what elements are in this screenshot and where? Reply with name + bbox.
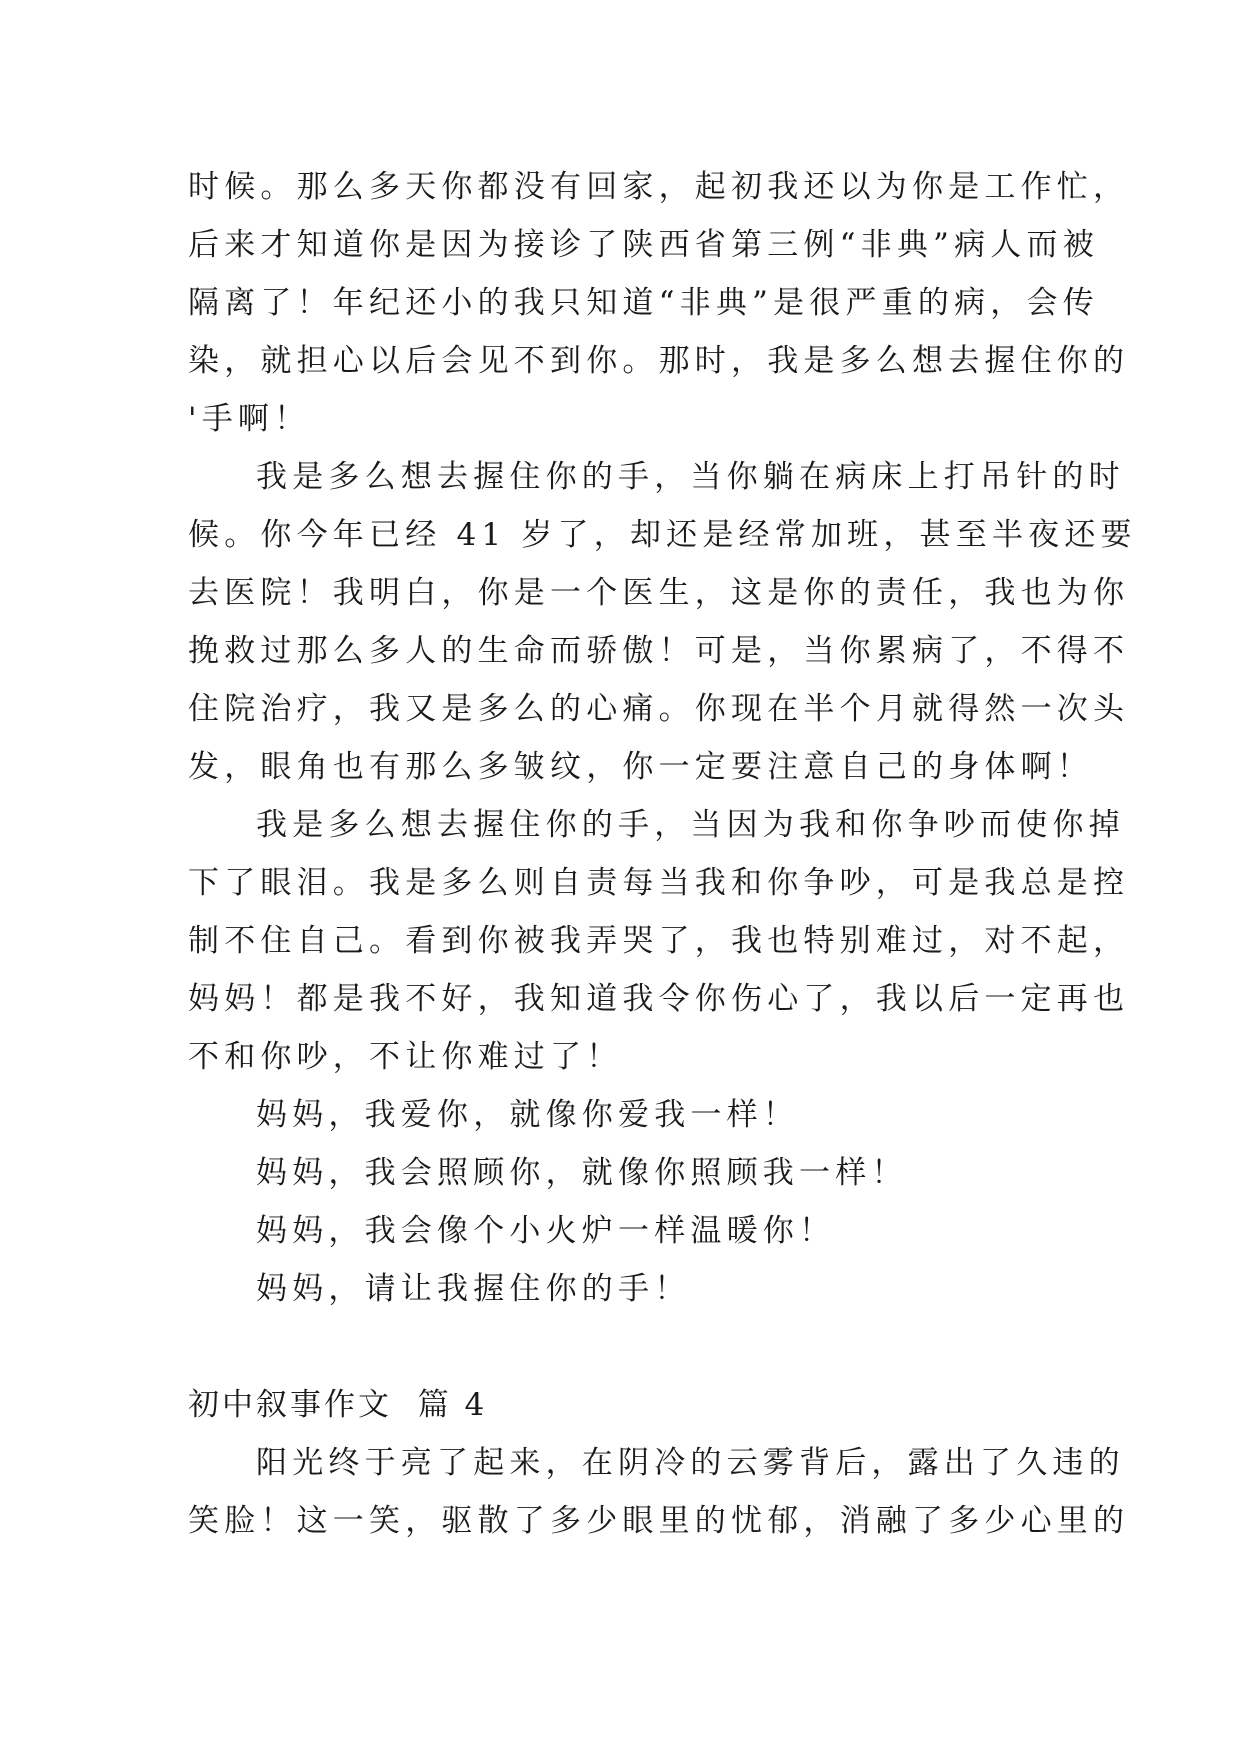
closing-line: 妈妈，我会照顾你，就像你照顾我一样！ <box>256 1155 908 1191</box>
text-line: 不和你吵，不让你难过了！ <box>188 1039 623 1075</box>
text-line: '手啊！ <box>188 401 311 437</box>
closing-line: 妈妈，我爱你，就像你爱我一样！ <box>256 1097 799 1133</box>
section-spacer <box>188 1318 1058 1376</box>
text-line: 笑脸！这一笑，驱散了多少眼里的忧郁，消融了多少心里的 <box>188 1503 1130 1539</box>
text-line: 后来才知道你是因为接诊了陕西省第三例“非典”病人而被 <box>188 227 1099 263</box>
text-line: 发，眼角也有那么多皱纹，你一定要注意自己的身体啊！ <box>188 749 1093 785</box>
text-line: 制不住自己。看到你被我弄哭了，我也特别难过，对不起， <box>188 923 1130 959</box>
text-line: 挽救过那么多人的生命而骄傲！可是，当你累病了，不得不 <box>188 633 1130 669</box>
text-line: 妈妈！都是我不好，我知道我令你伤心了，我以后一定再也 <box>188 981 1130 1017</box>
text-line: 隔离了！年纪还小的我只知道“非典”是很严重的病，会传 <box>188 285 1099 321</box>
text-line: 下了眼泪。我是多么则自责每当我和你争吵，可是我总是控 <box>188 865 1130 901</box>
closing-line: 妈妈，请让我握住你的手！ <box>256 1271 691 1307</box>
section-heading: 初中叙事作文 篇 4 <box>188 1387 488 1423</box>
text-line: 染，就担心以后会见不到你。那时，我是多么想去握住你的 <box>188 343 1130 379</box>
paragraph-first-line: 我是多么想去握住你的手，当因为我和你争吵而使你掉 <box>256 807 1125 843</box>
paragraph-first-line: 我是多么想去握住你的手，当你躺在病床上打吊针的时 <box>256 459 1125 495</box>
text-line: 去医院！我明白，你是一个医生，这是你的责任，我也为你 <box>188 575 1130 611</box>
text-line: 住院治疗，我又是多么的心痛。你现在半个月就得然一次头 <box>188 691 1130 727</box>
closing-line: 妈妈，我会像个小火炉一样温暖你！ <box>256 1213 836 1249</box>
text-line: 候。你今年已经 41 岁了，却还是经常加班，甚至半夜还要 <box>188 517 1137 553</box>
paragraph-first-line: 阳光终于亮了起来，在阴冷的云雾背后，露出了久违的 <box>256 1445 1125 1481</box>
text-line: 时候。那么多天你都没有回家，起初我还以为你是工作忙， <box>188 169 1130 205</box>
essay-body <box>188 158 1137 1550</box>
